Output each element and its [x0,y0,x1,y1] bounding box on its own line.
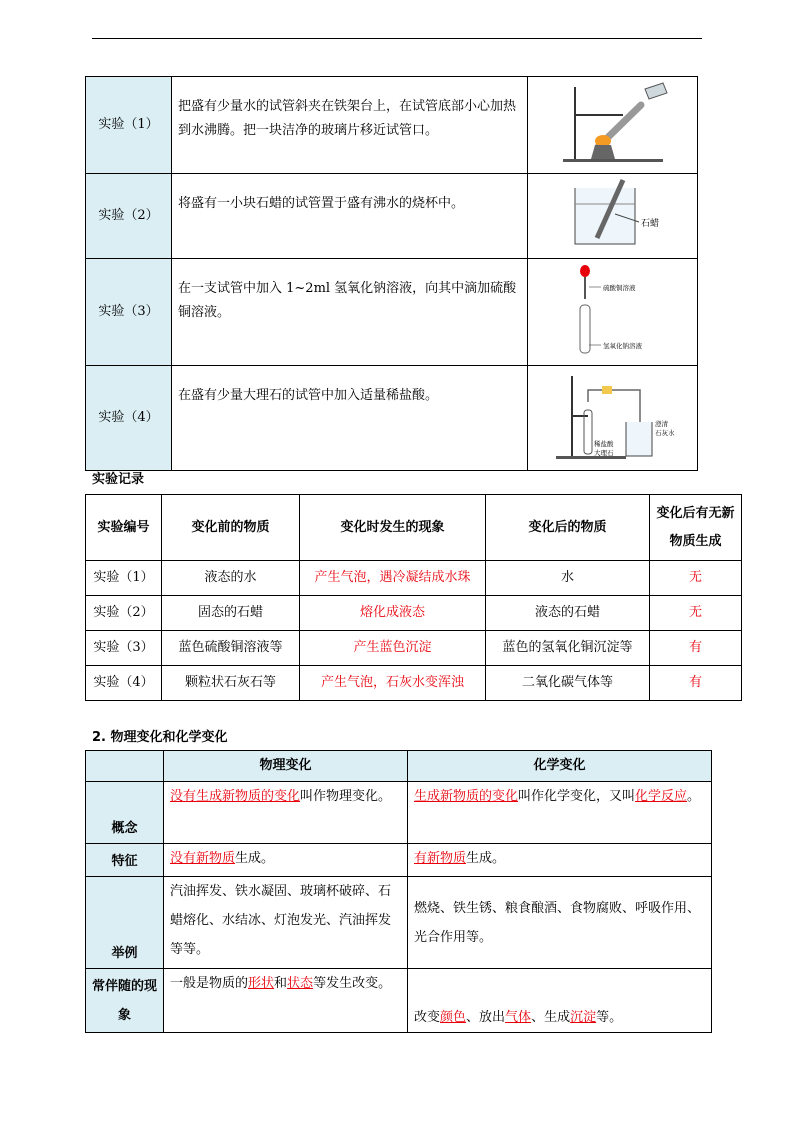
comparison-table [85,750,712,1033]
table-row [86,366,698,471]
header-rule [92,38,702,39]
cell-text: 叫作物理变化。 [300,789,392,804]
experiment-name: 实验（4） [86,366,172,471]
table-cell [164,969,408,1033]
underlined-term: 生成新物质的变化 [414,789,519,804]
table-row [86,666,742,701]
table-cell: 蓝色硫酸铜溶液等 [162,631,300,666]
experiment-desc: 在盛有少量大理石的试管中加入适量稀盐酸。 [172,366,528,471]
row-label: 举例 [86,877,164,969]
table-cell: 液态的石蜡 [486,596,650,631]
table-cell: 实验（4） [86,666,162,701]
cell-text: 生成。 [466,851,506,866]
table-cell: 产生蓝色沉淀 [300,631,486,666]
gas-apparatus-figure [528,366,698,471]
table-cell: 有 [650,666,742,701]
cell-text: 和 [274,976,288,991]
cell-text: 等。 [596,1010,623,1025]
table-cell: 燃烧、铁生锈、粮食酿酒、食物腐败、呼吸作用、光合作用等。 [408,877,712,969]
record-title: 实验记录 [92,472,145,487]
table-row [86,259,698,366]
table-row [86,596,742,631]
table-cell: 实验（2） [86,596,162,631]
heating-apparatus-figure [528,77,698,174]
underlined-term: 没有生成新物质的变化 [170,789,301,804]
table-header-row [86,495,742,561]
table-header-row [86,751,712,782]
column-header: 变化前的物质 [162,495,300,561]
figure-label: 稀盐酸 [593,440,613,448]
table-cell: 产生气泡，石灰水变浑浊 [300,666,486,701]
table-cell [408,782,712,844]
experiment-name: 实验（1） [86,77,172,174]
experiment-desc: 将盛有一小块石蜡的试管置于盛有沸水的烧杯中。 [172,174,528,259]
table-row [86,844,712,877]
table-cell: 熔化成液态 [300,596,486,631]
row-label: 特征 [86,844,164,877]
cell-text: 等发生改变。 [313,976,392,991]
cell-text: 。 [687,789,701,804]
table-cell: 汽油挥发、铁水凝固、玻璃杯破碎、石蜡熔化、水结冰、灯泡发光、汽油挥发等等。 [164,877,408,969]
table-cell: 颗粒状石灰石等 [162,666,300,701]
column-header: 化学变化 [408,751,712,782]
table-cell: 液态的水 [162,561,300,596]
figure-label: 硫酸铜溶液 [602,284,635,292]
cell-text: 叫作化学变化，又叫 [518,789,636,804]
row-label: 概念 [86,782,164,844]
column-header: 实验编号 [86,495,162,561]
table-row [86,561,742,596]
table-cell: 无 [650,561,742,596]
cell-text: 、生成 [531,1010,571,1025]
experiment-name: 实验（2） [86,174,172,259]
cell-text: 一般是物质的 [170,976,249,991]
table-row [86,631,742,666]
figure-label: 澄清 [654,420,668,428]
cell-text: 、放出 [466,1010,506,1025]
table-row [86,77,698,174]
table-cell: 水 [486,561,650,596]
underlined-term: 状态 [287,976,314,991]
underlined-term: 沉淀 [570,1010,597,1025]
table-row [86,877,712,969]
underlined-term: 颜色 [440,1010,467,1025]
underlined-term: 气体 [505,1010,532,1025]
table-cell [408,844,712,877]
table-row [86,969,712,1033]
column-header [86,751,164,782]
beaker-figure [528,174,698,259]
underlined-term: 有新物质 [414,851,467,866]
table-cell: 二氧化碳气体等 [486,666,650,701]
table-row [86,174,698,259]
column-header: 变化后的物质 [486,495,650,561]
table-cell [408,969,712,1033]
table-cell: 产生气泡，遇冷凝结成水珠 [300,561,486,596]
table-cell: 固态的石蜡 [162,596,300,631]
table-cell: 实验（3） [86,631,162,666]
table-cell: 有 [650,631,742,666]
figure-label: 石蜡 [640,219,659,229]
underlined-term: 没有新物质 [170,851,236,866]
section-title: 2. 物理变化和化学变化 [92,730,228,745]
experiment-desc: 在一支试管中加入 1~2ml 氢氧化钠溶液，向其中滴加硫酸铜溶液。 [172,259,528,366]
figure-label: 石灰水 [654,429,674,437]
table-cell: 实验（1） [86,561,162,596]
experiment-table [85,76,698,471]
table-cell [164,844,408,877]
table-cell: 蓝色的氢氧化铜沉淀等 [486,631,650,666]
underlined-term: 化学反应 [635,789,688,804]
column-header: 物理变化 [164,751,408,782]
record-table [85,494,742,701]
row-label: 常伴随的现象 [86,969,164,1033]
cell-text: 生成。 [235,851,275,866]
underlined-term: 形状 [248,976,275,991]
column-header: 变化后有无新物质生成 [650,495,742,561]
table-cell: 无 [650,596,742,631]
figure-label: 氢氧化钠溶液 [602,342,642,350]
experiment-name: 实验（3） [86,259,172,366]
experiment-desc: 把盛有少量水的试管斜夹在铁架台上，在试管底部小心加热到水沸腾。把一块洁净的玻璃片移近试管口。 [172,77,528,174]
figure-label: 大理石 [593,449,613,457]
column-header: 变化时发生的现象 [300,495,486,561]
dropper-figure [528,259,698,366]
cell-text: 改变 [414,1010,441,1025]
table-cell [164,782,408,844]
table-row [86,782,712,844]
